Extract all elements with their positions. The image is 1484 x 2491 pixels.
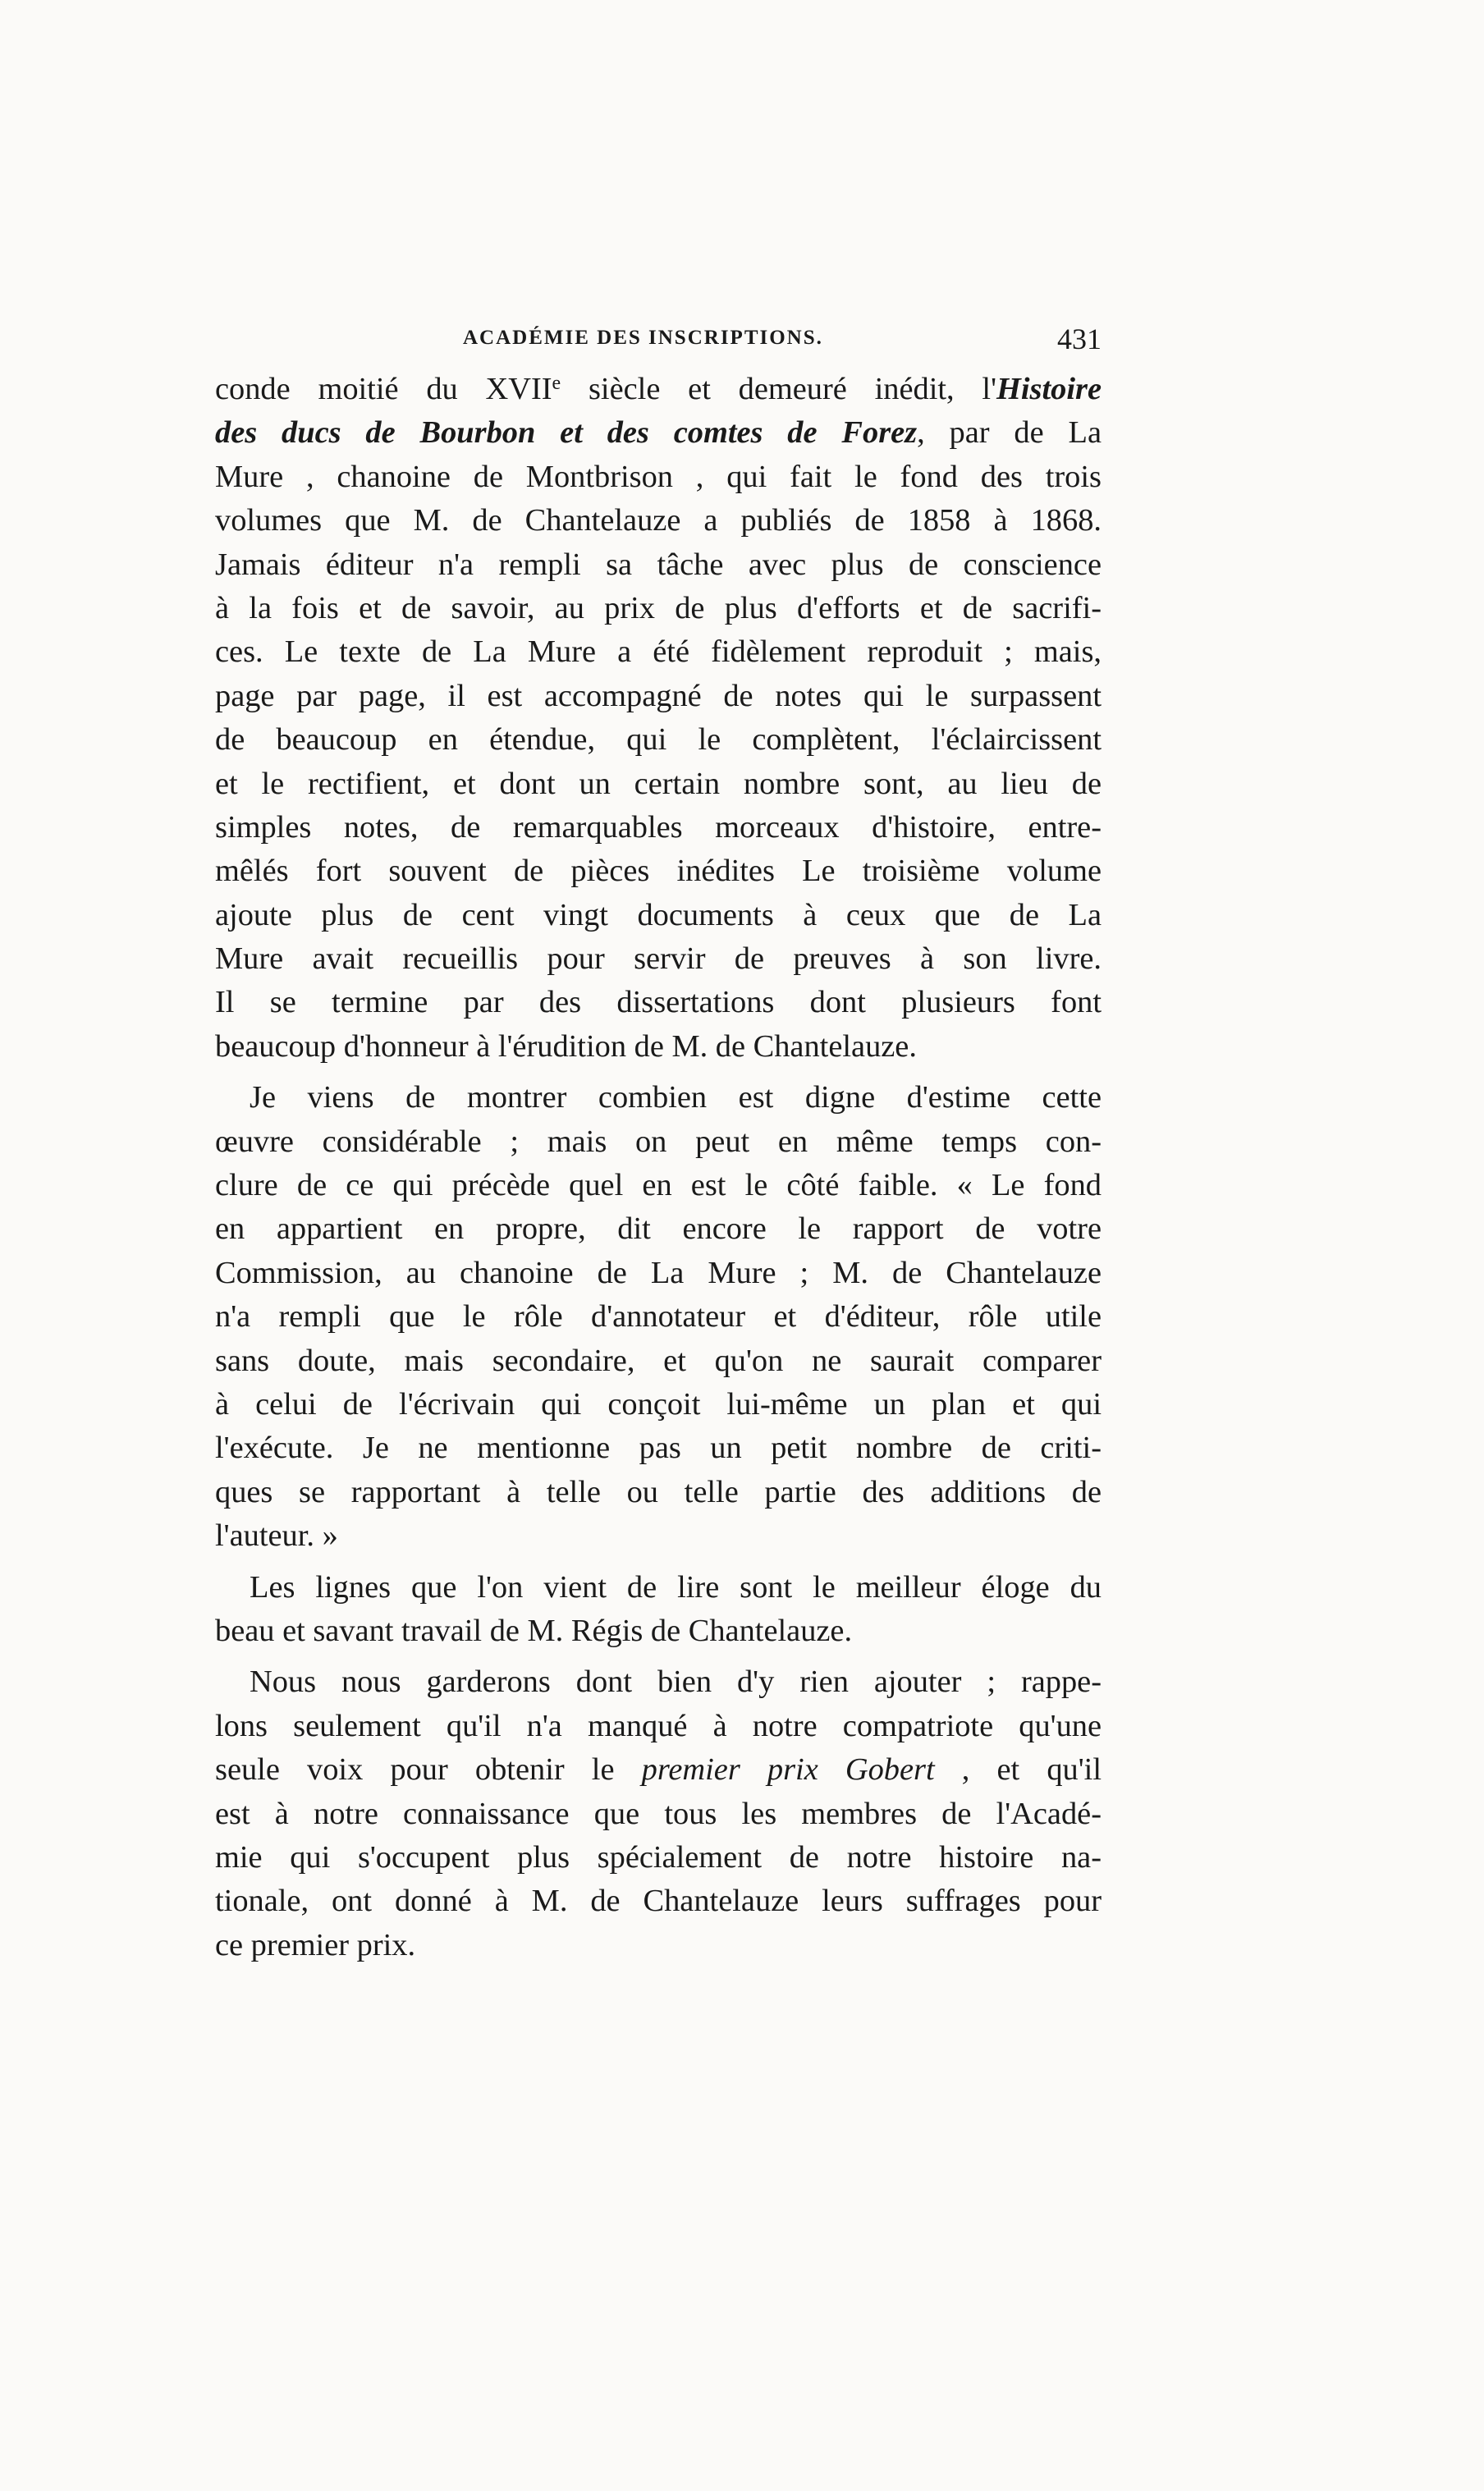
text-line: Commission, au chanoine de La Mure ; M. de Chantelauze	[215, 1255, 1102, 1290]
text-line: conde moitié du XVIIe siècle et demeuré inédit, l'Histoire	[215, 372, 1102, 406]
text-line: de beaucoup en étendue, qui le complètent, l'éclaircissent	[215, 722, 1102, 758]
text-line: ces. Le texte de La Mure a été fidèlement reproduit ; mais,	[215, 634, 1102, 670]
paragraph-gap	[215, 1559, 1102, 1566]
text-line: à celui de l'écrivain qui conçoit lui-même un plan et qui	[215, 1386, 1102, 1422]
text-line: mie qui s'occupent plus spécialement de notre histoire na-	[215, 1839, 1102, 1875]
text-line: œuvre considérable ; mais on peut en même temps con-	[215, 1124, 1102, 1159]
text-line: et le rectifient, et dont un certain nombre sont, au lieu de	[215, 766, 1102, 801]
text-line: Je viens de montrer combien est digne d'estime cette	[250, 1080, 1102, 1115]
paragraph-4	[215, 1660, 1102, 1967]
body-text	[215, 368, 1102, 1967]
paragraph-2	[215, 1076, 1102, 1558]
text-line: clure de ce qui précède quel en est le côté faible. « Le fond	[215, 1168, 1102, 1203]
text-line: Jamais éditeur n'a rempli sa tâche avec plus de conscience	[215, 547, 1102, 582]
text-line: simples notes, de remarquables morceaux d'histoire, entre-	[215, 809, 1102, 845]
text-line: Mure avait recueillis pour servir de preuves à son livre.	[215, 941, 1102, 977]
text-line: Mure , chanoine de Montbrison , qui fait le fond des trois	[215, 459, 1102, 494]
text-line: en appartient en propre, dit encore le rapport de votre	[215, 1211, 1102, 1247]
text-line: des ducs de Bourbon et des comtes de Forez, par de La	[215, 415, 1102, 451]
paragraph-1	[215, 368, 1102, 1069]
text-line: beau et savant travail de M. Régis de Chantelauze.	[215, 1613, 853, 1648]
paragraph-gap	[215, 1069, 1102, 1076]
text-line: sans doute, mais secondaire, et qu'on ne saurait comparer	[215, 1343, 1102, 1378]
text-line: volumes que M. de Chantelauze a publiés de 1858 à 1868.	[215, 503, 1102, 538]
text-line: page par page, il est accompagné de notes qui le surpassent	[215, 678, 1102, 713]
text-line: lons seulement qu'il n'a manqué à notre compatriote qu'une	[215, 1708, 1102, 1743]
paragraph-3	[215, 1566, 1102, 1654]
text-line: Les lignes que l'on vient de lire sont le meilleur éloge du	[250, 1569, 1102, 1605]
text-line: l'exécute. Je ne mentionne pas un petit nombre de criti-	[215, 1431, 1102, 1466]
text-line: l'auteur. »	[215, 1518, 338, 1554]
paragraph-gap	[215, 1653, 1102, 1660]
text-line: est à notre connaissance que tous les membres de l'Acadé-	[215, 1796, 1102, 1831]
page-number: 431	[1057, 323, 1102, 355]
text-line: ajoute plus de cent vingt documents à ceux que de La	[215, 897, 1102, 932]
text-line: ce premier prix.	[215, 1927, 416, 1962]
text-line: beaucoup d'honneur à l'érudition de M. de Chantelauze.	[215, 1028, 917, 1064]
text-line: Nous nous garderons dont bien d'y rien ajouter ; rappe-	[250, 1664, 1102, 1700]
text-line: n'a rempli que le rôle d'annotateur et d'éditeur, rôle utile	[215, 1299, 1102, 1335]
text-line: à la fois et de savoir, au prix de plus d'efforts et de sacrifi-	[215, 590, 1102, 625]
text-line: ques se rapportant à telle ou telle partie des additions de	[215, 1474, 1102, 1509]
text-line: tionale, ont donné à M. de Chantelauze leurs suffrages pour	[215, 1884, 1102, 1919]
running-head: ACADÉMIE DES INSCRIPTIONS.	[463, 327, 823, 349]
text-line: Il se termine par des dissertations dont plusieurs font	[215, 985, 1102, 1020]
page-header	[215, 322, 1102, 371]
text-line: mêlés fort souvent de pièces inédites Le troisième volume	[215, 854, 1102, 889]
text-line: seule voix pour obtenir le premier prix Gobert , et qu'il	[215, 1752, 1102, 1788]
